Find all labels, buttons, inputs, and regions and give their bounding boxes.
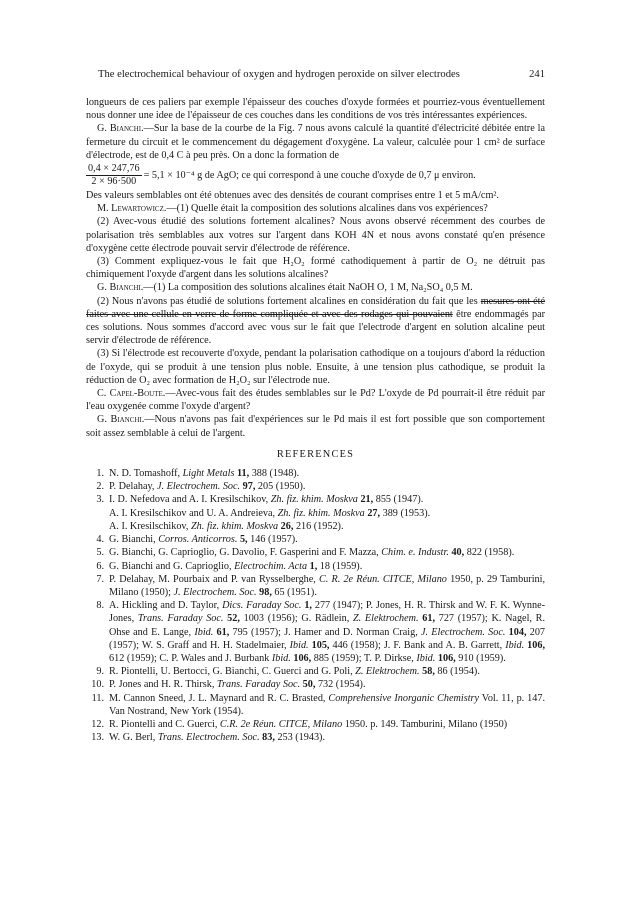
fraction-numerator: 0,4 × 247,76 (88, 163, 140, 175)
reference-text (109, 507, 545, 520)
paragraph (86, 202, 545, 215)
paragraph: (3) Si l'électrode est recouverte d'oxyde, pendant la polarisation cathodique on a toujours d'abord la réduction de l'oxyde, qui se produit à une tension plus noble. Ensuite, à une tension plus cathodique, se produit la réduction de O₂ avec formation de H₂O₂ sur l'électrode nue. (86, 348, 545, 386)
paragraph (86, 162, 545, 189)
paragraph: Des valeurs semblables ont été obtenues avec des densités de courant comprises entre 1 et 5 mA/cm². (86, 190, 499, 202)
paragraph (86, 387, 545, 413)
page-body (86, 96, 545, 744)
paragraph (86, 295, 545, 348)
reference-segment: G. Bianchi and G. Caprioglio, (109, 560, 235, 572)
volume-number: 1, (301, 600, 312, 612)
reference-text (109, 678, 545, 691)
volume-number: 105, (308, 639, 330, 651)
reference-segment: 885 (1959); T. P. Dirkse, (311, 652, 417, 664)
volume-number: 27, (364, 507, 381, 519)
volume-number: 40, (448, 547, 465, 559)
journal-title: Trans. Faraday Soc. (137, 613, 224, 625)
reference-segment: N. D. Tomashoff, (109, 468, 183, 480)
reference-segment: P. Jones and H. R. Thirsk, (109, 679, 217, 691)
paragraph-text: (2) Nous n'avons pas étudié de solutions fortement alcalines en considération du fait que les (97, 295, 478, 307)
speaker-name: M. Lewartowicz. (97, 203, 167, 215)
fraction (86, 163, 142, 188)
reference-segment: W. G. Berl, (109, 732, 158, 744)
speaker-name: G. Bianchi. (97, 123, 144, 135)
page-number: 241 (529, 69, 545, 80)
reference-segment: 205 (1950). (255, 481, 306, 493)
journal-title: J. Electrochem. Soc. (421, 626, 506, 638)
journal-title: Z. Elektrochem. (353, 613, 419, 625)
reference-number: 6. (96, 560, 104, 572)
reference-item (86, 599, 545, 665)
journal-title: Trans. Electrochem. Soc. (157, 732, 260, 744)
volume-number: 5, (237, 534, 248, 546)
reference-number (86, 507, 109, 520)
journal-title: Zh. fiz. khim. Moskva (190, 520, 279, 532)
volume-number: 98, (256, 586, 272, 598)
reference-number: 11. (91, 692, 104, 704)
reference-number (86, 520, 109, 533)
journal-title: Zh. fiz. khim. Moskva (270, 494, 358, 506)
volume-number: 83, (259, 732, 275, 744)
reference-item (86, 520, 545, 533)
reference-segment: 1950. p. 149. Tamburini, Milano (1950) (342, 718, 508, 730)
journal-title: Electrochim. Acta (234, 560, 308, 572)
volume-number: 21, (357, 494, 374, 506)
paragraph (86, 413, 545, 439)
paragraph-text: —Sur la base de la courbe de la Fig. 7 nous avons calculé la quantité d'électricité débitée entre la fermeture du circuit et le commencement du dégagement d'oxygène. La valeur, calculée pour 1 cm² de surface d'électrode, est de 0,4 C à peu près. On a donc la formation de (86, 123, 545, 161)
journal-title: J. Electrochem. Soc. (173, 586, 257, 598)
reference-segment: I. D. Nefedova and A. I. Kresilschikov, (109, 494, 271, 506)
reference-segment: R. Piontelli, U. Bertocci, G. Bianchi, C. Guerci and G. Poli, (109, 666, 356, 678)
reference-segment: 277 (1947); P. Jones, H. R. Thirsk and W. F. K. Wynne-Jones, (109, 600, 546, 625)
fraction-denominator: 2 × 96·500 (91, 176, 137, 188)
reference-segment: M. Cannon Sneed, J. L. Maynard and R. C. Brasted, (109, 692, 329, 704)
volume-number: 106, (524, 639, 546, 651)
journal-title: Zh. fiz. khim. Moskva (277, 507, 365, 519)
volume-number: 106, (435, 652, 456, 664)
journal-title: Dics. Faraday Soc. (222, 600, 302, 612)
journal-title: Trans. Faraday Soc. (216, 679, 301, 691)
journal-title: Ibid. (416, 652, 436, 664)
volume-number: 104, (505, 626, 527, 638)
volume-number: 50, (300, 679, 316, 691)
reference-segment: 446 (1958); J. F. Bank and A. B. Garrett, (329, 639, 506, 651)
volume-number: 1, (307, 560, 318, 572)
reference-number: 12. (91, 718, 104, 730)
reference-number: 13. (91, 732, 104, 744)
reference-segment: P. Delahay, M. Pourbaix and P. van Rysselberghe, (109, 573, 319, 585)
reference-segment: 389 (1953). (380, 507, 431, 519)
journal-title: Corros. Anticorros. (158, 534, 238, 546)
reference-text (109, 573, 545, 599)
paragraph-text: = 5,1 × 10⁻⁴ g de AgO; ce qui correspond à une couche d'oxyde de 0,7 μ environ. (143, 169, 476, 181)
journal-title: Ibid. (289, 639, 309, 651)
journal-title: Chim. e. Industr. (381, 547, 449, 559)
paragraph-text: —Nous n'avons pas fait d'expériences sur le Pd mais il est fort possible que son comportement soit assez semblable à celui de l'argent. (86, 414, 545, 439)
reference-segment: A. I. Kresilschikov and U. A. Andreieva, (109, 507, 278, 519)
reference-number: 10. (91, 679, 104, 691)
journal-title: C. R. 2e Réun. CITCE, Milano (319, 573, 447, 585)
speaker-name: G. Bianchi. (97, 282, 144, 294)
reference-segment: R. Piontelli and C. Guerci, (109, 718, 220, 730)
reference-text (109, 731, 545, 744)
paragraph (86, 122, 545, 162)
reference-segment: G. Bianchi, G. Caprioglio, G. Davolio, F. Gasperini and F. Mazza, (109, 547, 382, 559)
reference-item (86, 560, 545, 573)
reference-segment: 795 (1957); J. Hamer and D. Norman Craig, (229, 626, 421, 638)
reference-segment: 216 (1952). (293, 520, 344, 532)
reference-segment: 146 (1957). (247, 534, 298, 546)
reference-segment: 727 (1957); K. Nagel, R. Ohse and E. Lange, (109, 613, 545, 638)
reference-segment: 388 (1948). (249, 468, 300, 480)
reference-number: 7. (96, 573, 104, 585)
reference-segment: A. Hickling and D. Taylor, (109, 600, 223, 612)
reference-item (86, 665, 545, 678)
reference-item (86, 692, 545, 718)
reference-segment: 612 (1959); C. P. Wales and J. Burbank (109, 652, 272, 664)
reference-item (86, 480, 545, 493)
paragraph-text: —(1) La composition des solutions alcalines était NaOH O, 1 M, Na₂SO₄ 0,5 M. (143, 282, 473, 294)
reference-segment: P. Delahay, (109, 481, 158, 493)
paragraph: longueurs de ces paliers par exemple l'épaisseur des couches d'oxyde formées et pourriez-vous éventuellement nous donner une idee de l'épaisseur de ces couches dans les conditions de vos très intéressantes expériences. (86, 97, 545, 122)
journal-title: Ibid. (505, 639, 525, 651)
reference-item (86, 493, 545, 506)
journal-title: Z. Elektrochem. (355, 666, 420, 678)
reference-segment: 732 (1954). (315, 679, 366, 691)
reference-list (86, 467, 545, 744)
volume-number: 106, (290, 652, 312, 664)
reference-item (86, 678, 545, 691)
struck-text: mesures ont été faites avec une cellule en verre de forme compliquée et avec des rodages qui pouvaient (86, 295, 545, 320)
reference-number: 1. (96, 468, 104, 480)
journal-title: Comprehensive Inorganic Chemistry (328, 692, 480, 704)
reference-text (109, 533, 545, 546)
reference-number: 9. (96, 666, 104, 678)
volume-number: 58, (419, 666, 435, 678)
paragraph-text: —(1) Quelle était la composition des solutions alcalines dans vos expériences? (166, 203, 488, 215)
reference-segment: 822 (1958). (464, 547, 515, 559)
reference-item (86, 467, 545, 480)
volume-number: 11, (234, 468, 250, 480)
reference-number: 2. (96, 481, 104, 493)
reference-segment: A. I. Kresilschikov, (109, 520, 191, 532)
reference-item (86, 507, 545, 520)
reference-text (109, 560, 545, 573)
reference-segment: 86 (1954). (434, 666, 480, 678)
volume-number: 52, (223, 613, 240, 625)
reference-item (86, 718, 545, 731)
reference-text (109, 480, 545, 493)
journal-title: Light Metals (182, 468, 235, 480)
speaker-name: G. Bianchi. (97, 414, 145, 426)
reference-segment: Vol. 11, p. 147. Van Nostrand, New York (1954). (109, 692, 545, 717)
reference-segment: 207 (1957); W. S. Graff and H. H. Stadelmaier, (109, 626, 546, 651)
paragraph: (2) Avec-vous étudié des solutions fortement alcalines? Nous avons observé récemment des courbes de polarisation très semblables aux votres sur l'argent dans KOH 4N et nous avons constaté qu'en présence d'oxygène cette électrode pouvait servir d'électrode de référence. (86, 216, 545, 254)
reference-item (86, 533, 545, 546)
reference-segment: 253 (1943). (274, 732, 325, 744)
journal-title: C.R. 2e Réun. CITCE, Milano (219, 718, 343, 730)
reference-text (109, 599, 545, 665)
paragraph-text: être endommagés par ces solutions. Nous sommes d'accord avec vous sur le fait que l'electrode d'argent en solution alcaline peut servir d'électrode de référence. (86, 308, 546, 347)
reference-segment: 910 (1959). (455, 652, 506, 664)
reference-item (86, 731, 545, 744)
reference-text (109, 546, 545, 559)
reference-item (86, 573, 545, 599)
volume-number: 26, (278, 520, 294, 532)
reference-text (109, 665, 545, 678)
reference-text (109, 718, 545, 731)
references-heading: REFERENCES (276, 448, 355, 460)
reference-number: 3. (96, 494, 104, 506)
running-title: The electrochemical behaviour of oxygen and hydrogen peroxide on silver electrodes (98, 69, 460, 80)
journal-title: J. Electrochem. Soc. (157, 481, 241, 493)
reference-number: 5. (96, 547, 104, 559)
paragraph: (3) Comment expliquez-vous le fait que H₂O₂ formé cathodiquement à partir de O₂ ne détruit pas chimiquement l'oxyde d'argent dans les solutions alcalines? (86, 256, 545, 281)
journal-title: Ibid. (194, 626, 214, 638)
volume-number: 61, (213, 626, 230, 638)
reference-text (109, 692, 545, 718)
reference-segment: G. Bianchi, (109, 534, 159, 546)
reference-number: 8. (96, 600, 104, 612)
reference-segment: 1003 (1956); G. Rädlein, (239, 613, 353, 625)
paragraph (86, 281, 545, 294)
volume-number: 97, (240, 481, 256, 493)
speaker-name: C. Capel-Boute. (97, 388, 166, 400)
reference-segment: 855 (1947). (373, 494, 424, 506)
reference-segment: 1950, p. 29 Tamburini, Milano (1950); (109, 573, 545, 598)
journal-title: Ibid. (271, 652, 291, 664)
reference-text (109, 520, 545, 533)
reference-text (109, 493, 545, 506)
paragraph-text: —Avec-vous fait des études semblables sur le Pd? L'oxyde de Pd pourrait-il être réduit par l'eau oxygenée comme l'oxyde d'argent? (86, 388, 545, 413)
reference-item (86, 546, 545, 559)
reference-segment: 65 (1951). (271, 586, 317, 598)
reference-text (109, 467, 545, 480)
reference-number: 4. (96, 534, 104, 546)
volume-number: 61, (418, 613, 436, 625)
reference-segment: 18 (1959). (317, 560, 363, 572)
